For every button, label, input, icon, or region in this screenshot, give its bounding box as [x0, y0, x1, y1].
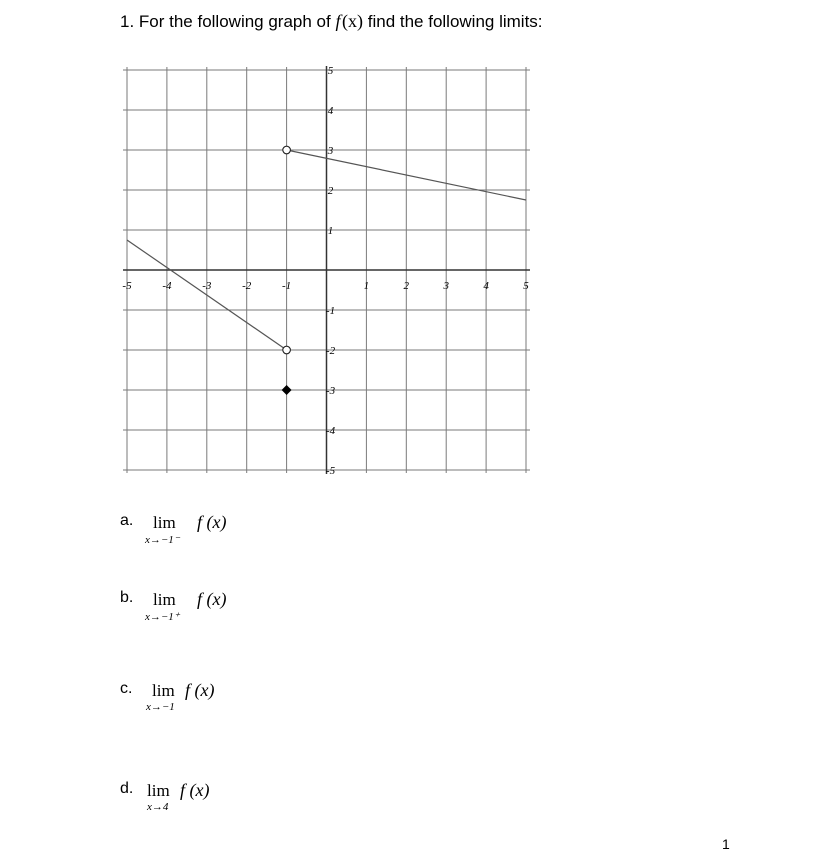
y-tick-label: 3: [327, 145, 334, 157]
question-prefix: 1. For the following graph of: [120, 12, 331, 31]
limit-operator: lim: [153, 513, 176, 532]
y-tick-label: 2: [327, 185, 334, 197]
limit-function: f (x): [197, 589, 227, 609]
limit-function: f (x): [180, 780, 210, 800]
part-letter: d.: [120, 780, 134, 797]
y-tick-label: -4: [325, 425, 336, 437]
x-tick-label: 4: [483, 280, 489, 292]
page-number: 1: [722, 836, 730, 852]
limit-subscript: x→−1: [146, 701, 175, 713]
x-tick-label: -4: [162, 280, 172, 292]
limit-function: f (x): [197, 512, 227, 532]
filled-point: [282, 385, 292, 395]
open-circle-point: [283, 146, 291, 154]
limit-subscript: x→−1⁺: [145, 611, 180, 623]
limit-operator: lim: [147, 781, 170, 800]
part-letter: a.: [120, 512, 134, 529]
y-tick-label: 4: [327, 105, 334, 117]
y-tick-label: -5: [325, 465, 336, 477]
limit-operator: lim: [152, 681, 175, 700]
function-argument: (x): [342, 11, 363, 31]
x-tick-label: 1: [363, 280, 370, 292]
limit-subscript: x→4: [147, 801, 169, 813]
y-tick-label: -3: [325, 385, 336, 397]
x-tick-label: 2: [403, 280, 410, 292]
x-tick-label: 3: [443, 280, 449, 292]
function-name: f: [335, 11, 341, 31]
y-tick-label: 1: [327, 225, 334, 237]
limit-operator: lim: [153, 590, 176, 609]
x-tick-label: -1: [282, 280, 292, 292]
x-tick-label: -2: [242, 280, 252, 292]
y-tick-label: -1: [325, 305, 336, 317]
question-suffix: find the following limits:: [367, 12, 543, 31]
axes: [123, 66, 530, 474]
part-letter: b.: [120, 589, 134, 606]
limit-function: f (x): [185, 680, 215, 700]
part-letter: c.: [120, 680, 133, 697]
limit-subscript: x→−1⁻: [145, 534, 180, 546]
y-tick-label: 5: [327, 65, 334, 77]
x-tick-label: -5: [122, 280, 132, 292]
x-tick-label: -3: [202, 280, 212, 292]
y-tick-label: -2: [325, 345, 336, 357]
x-tick-label: 5: [523, 280, 529, 292]
open-circle-point: [283, 346, 291, 354]
